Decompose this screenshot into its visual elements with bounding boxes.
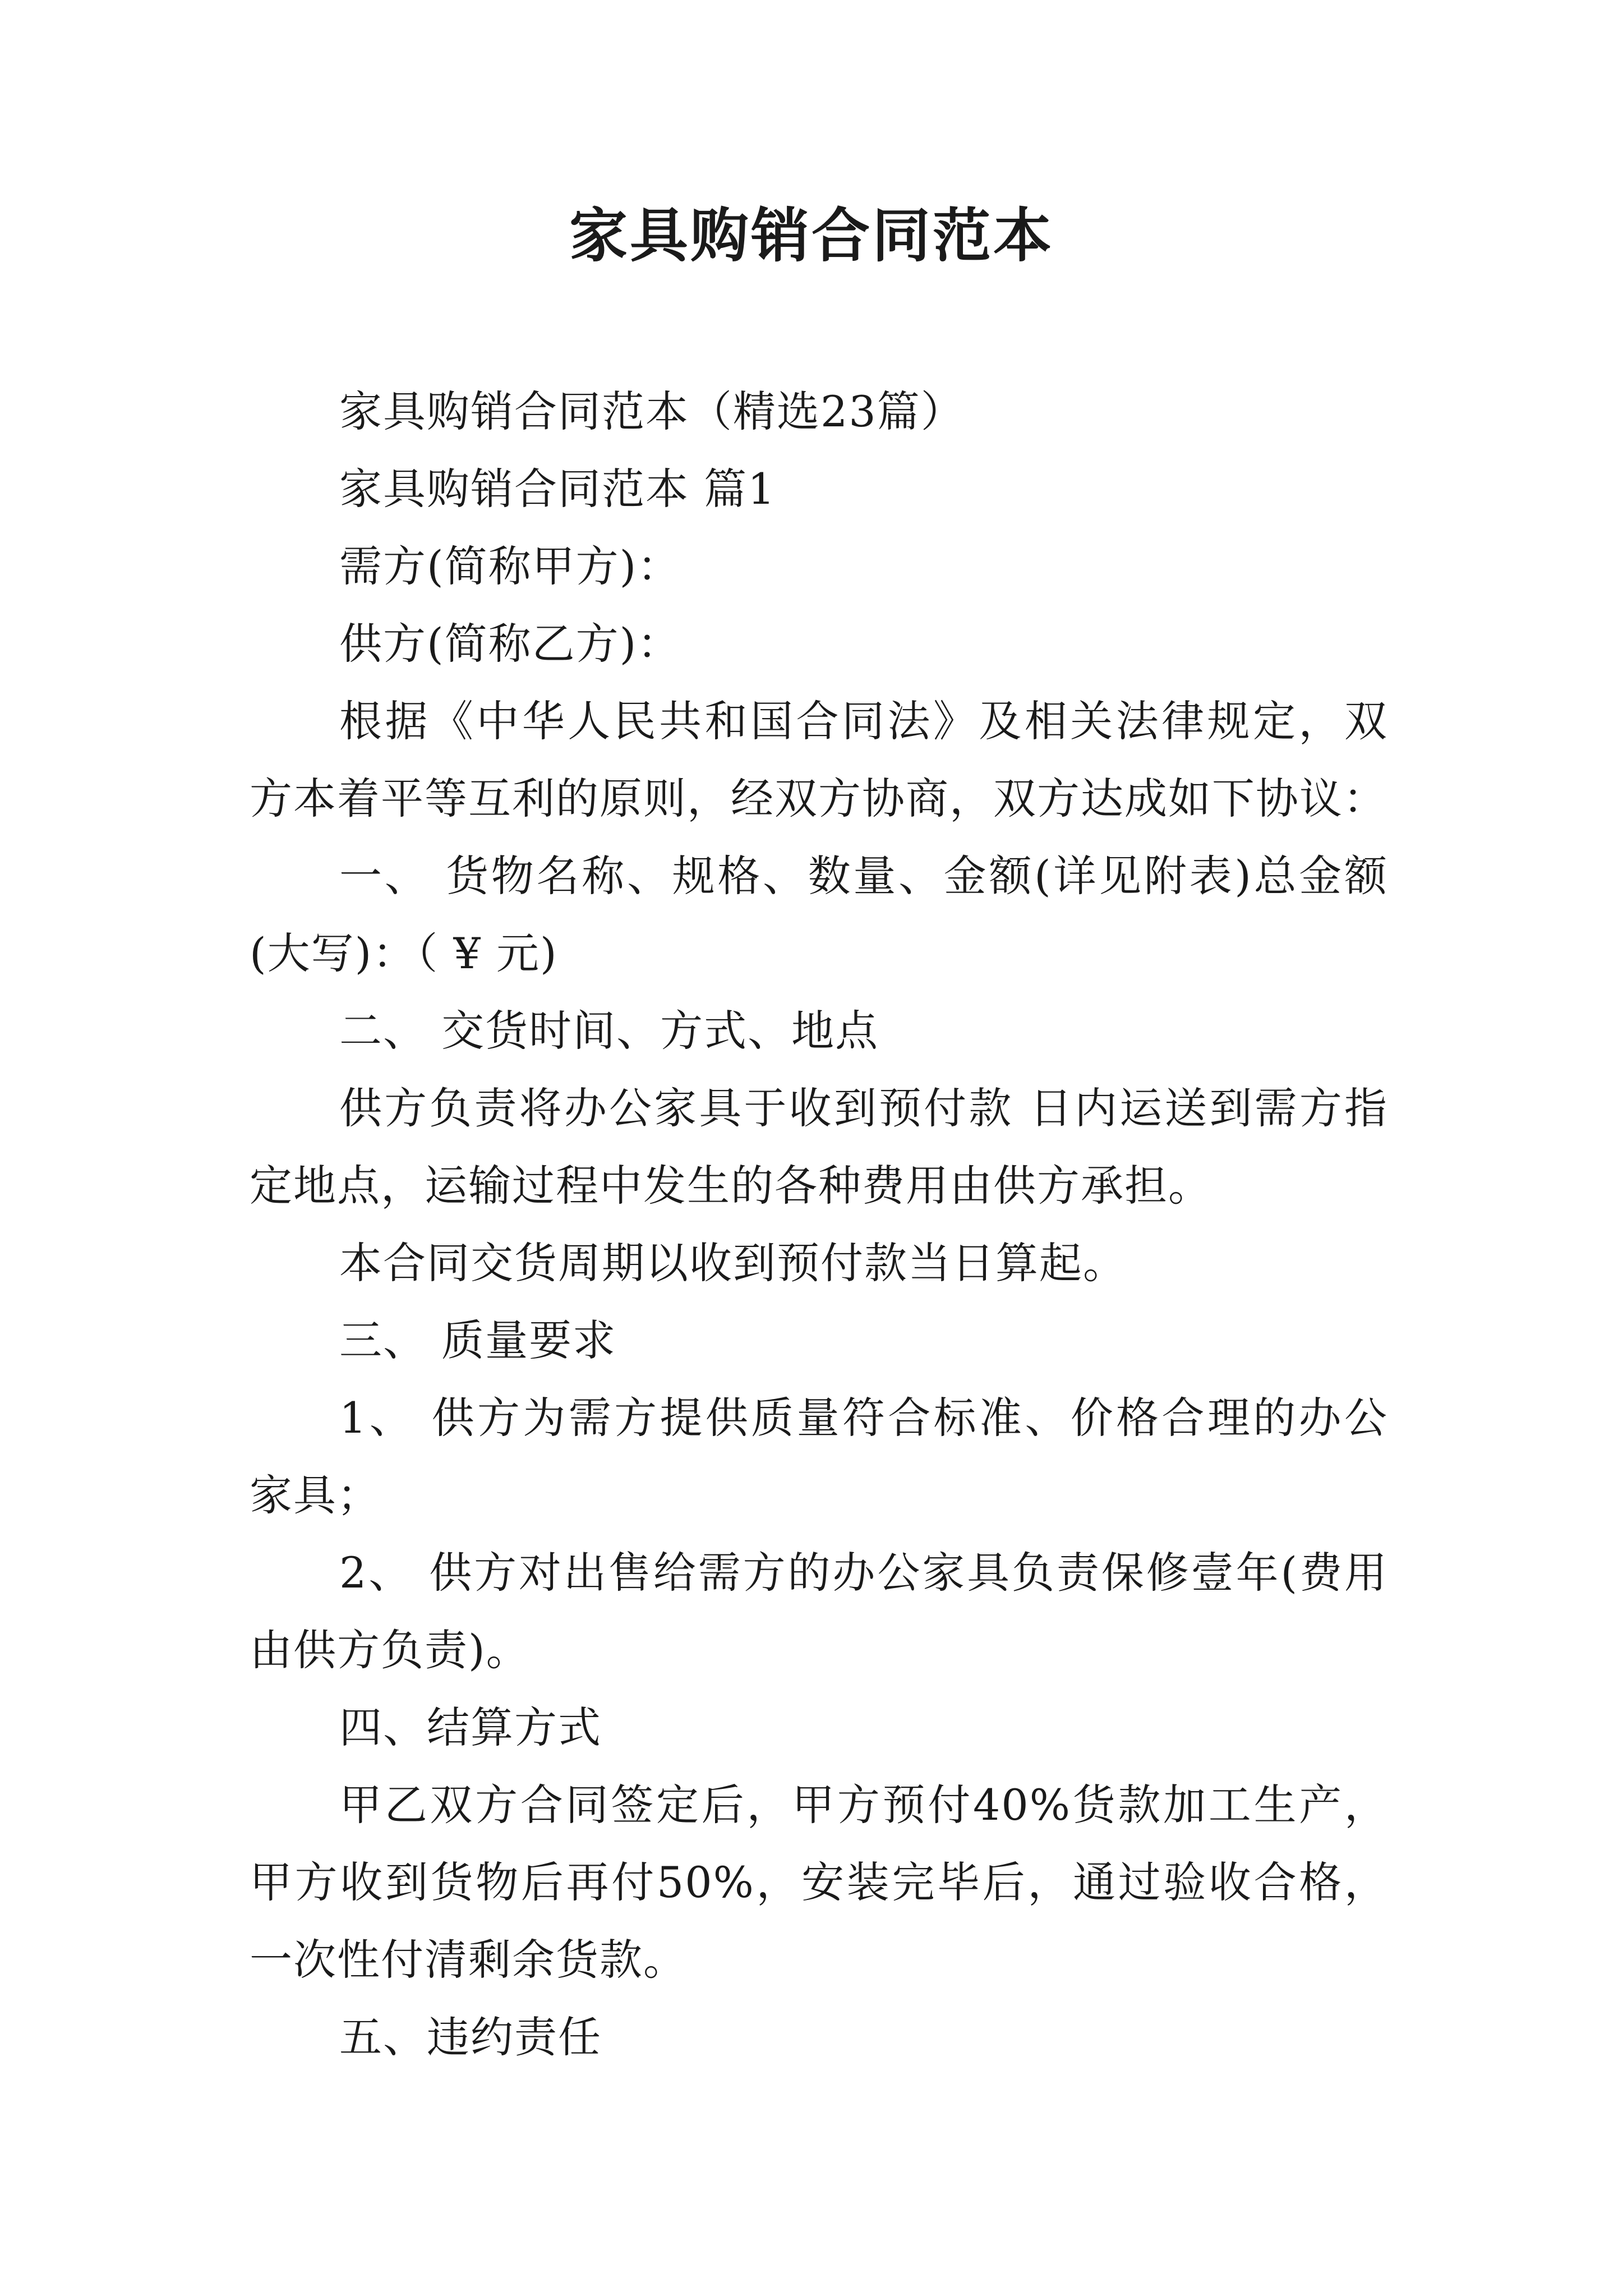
paragraph: 四、结算方式 xyxy=(339,1703,602,1752)
paragraph: 一、 货物名称、规格、数量、金额(详见附表)总金额(大写)：（ ¥ 元) xyxy=(250,851,1388,978)
paragraph: 供方(简称乙方)： xyxy=(339,619,681,669)
paragraph: 本合同交货周期以收到预付款当日算起。 xyxy=(339,1238,1127,1288)
paragraph: 二、 交货时间、方式、地点 xyxy=(339,1006,879,1056)
paragraph: 家具购销合同范本 篇1 xyxy=(339,464,776,514)
paragraph: 1、 供方为需方提供质量符合标准、价格合理的办公家具； xyxy=(250,1393,1388,1520)
paragraph: 三、 质量要求 xyxy=(339,1315,617,1365)
document-body xyxy=(250,373,1388,2076)
document-title: 家具购销合同范本 xyxy=(569,201,1054,270)
paragraph: 五、违约责任 xyxy=(339,2012,602,2062)
paragraph: 需方(简称甲方)： xyxy=(339,541,681,591)
paragraph: 2、 供方对出售给需方的办公家具负责保修壹年(费用由供方负责)。 xyxy=(250,1548,1388,1675)
paragraph: 家具购销合同范本（精选23篇） xyxy=(339,386,965,436)
paragraph: 供方负责将办公家具于收到预付款 日内运送到需方指定地点，运输过程中发生的各种费用由供方承担。 xyxy=(250,1083,1388,1211)
paragraph: 根据《中华人民共和国合同法》及相关法律规定，双方本着平等互利的原则，经双方协商，双方达成如下协议： xyxy=(250,696,1388,823)
paragraph: 甲乙双方合同签定后，甲方预付40%货款加工生产，甲方收到货物后再付50%，安装完毕后，通过验收合格，一次性付清剩余货款。 xyxy=(250,1780,1388,1985)
